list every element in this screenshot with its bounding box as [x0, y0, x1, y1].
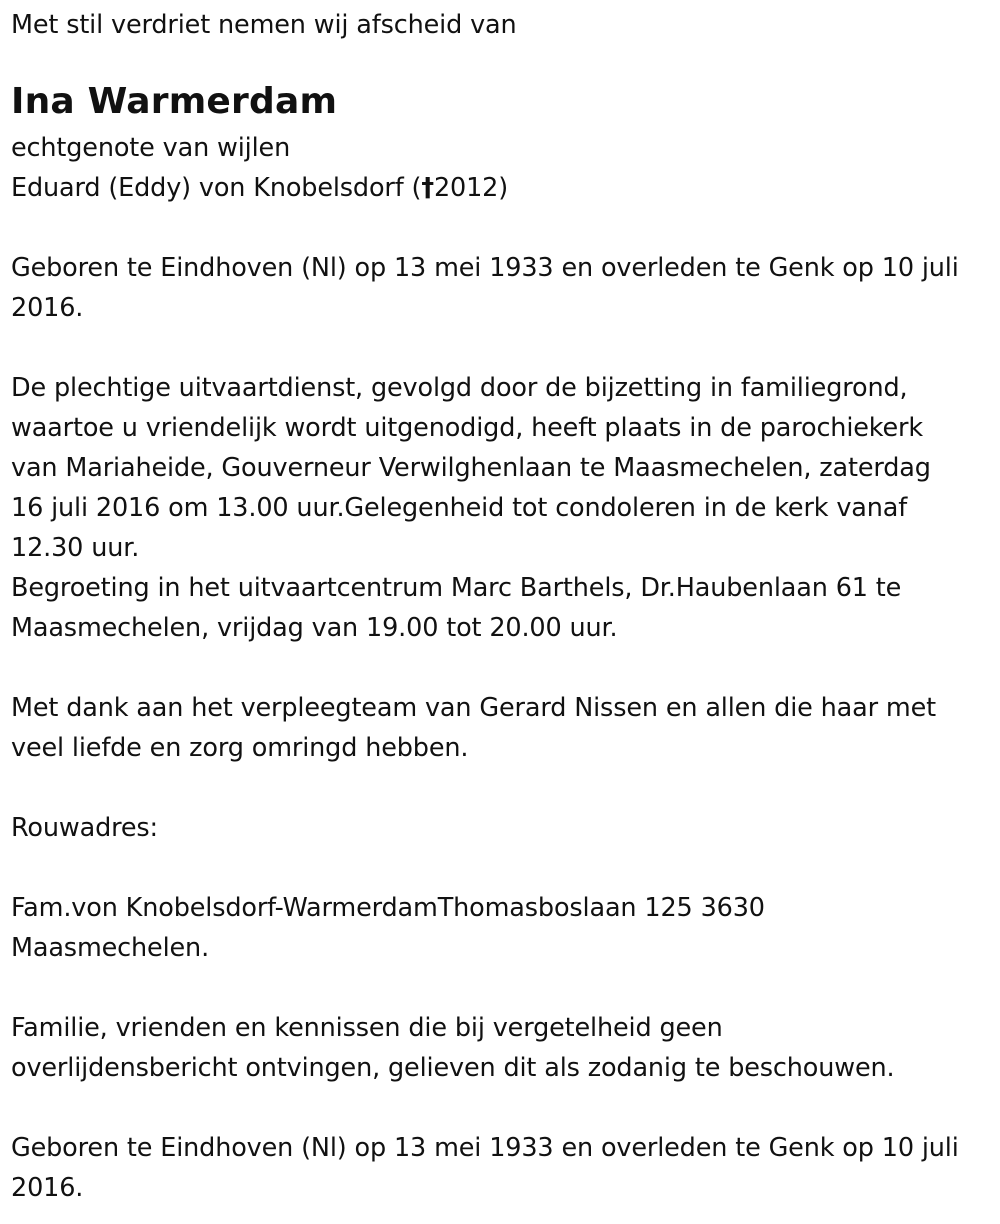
text-line: 2016. — [11, 1173, 84, 1203]
text-line: overlijdensbericht ontvingen, gelieven dit als zodanig te beschouwen. — [11, 1053, 895, 1083]
text-line: Familie, vrienden en kennissen die bij vergetelheid geen — [11, 1013, 723, 1043]
spouse-line-1: echtgenote van wijlen — [11, 133, 291, 163]
text-line: waartoe u vriendelijk wordt uitgenodigd, heeft plaats in de parochiekerk — [11, 413, 923, 443]
spouse-line-2 — [11, 168, 986, 208]
spouse-block — [11, 128, 986, 208]
birth-death-paragraph — [11, 248, 986, 328]
text-line: Begroeting in het uitvaartcentrum Marc Barthels, Dr.Haubenlaan 61 te — [11, 573, 902, 603]
text-line: Maasmechelen. — [11, 933, 210, 963]
mourning-address-label — [11, 808, 986, 848]
text-line: Geboren te Eindhoven (Nl) op 13 mei 1933 en overleden te Genk op 10 juli — [11, 253, 959, 283]
text-line: Maasmechelen, vrijdag van 19.00 tot 20.00 uur. — [11, 613, 618, 643]
thanks-paragraph — [11, 688, 986, 768]
text-line: van Mariaheide, Gouverneur Verwilghenlaan te Maasmechelen, zaterdag — [11, 453, 931, 483]
text-line: 12.30 uur. — [11, 533, 140, 563]
text-line: 2016. — [11, 293, 84, 323]
text-line: De plechtige uitvaartdienst, gevolgd door de bijzetting in familiegrond, — [11, 373, 908, 403]
text-line: Geboren te Eindhoven (Nl) op 13 mei 1933 en overleden te Genk op 10 juli — [11, 1133, 959, 1163]
text-line: Fam.von Knobelsdorf-WarmerdamThomasboslaan 125 3630 — [11, 893, 765, 923]
text-line: Rouwadres: — [11, 813, 158, 843]
intro-line: Met stil verdriet nemen wij afscheid van — [11, 10, 517, 40]
text-line: Met dank aan het verpleegteam van Gerard Nissen en allen die haar met — [11, 693, 936, 723]
mourning-address — [11, 888, 986, 968]
obituary-notice — [11, 5, 986, 1208]
deceased-name: Ina Warmerdam — [11, 81, 338, 122]
spouse-death-year: 2012) — [433, 173, 509, 203]
notice-paragraph — [11, 1008, 986, 1088]
spouse-name: Eduard (Eddy) von Knobelsdorf ( — [11, 173, 422, 203]
funeral-service-paragraph — [11, 368, 986, 648]
text-line: 16 juli 2016 om 13.00 uur.Gelegenheid tot condoleren in de kerk vanaf — [11, 493, 908, 523]
cross-icon: † — [421, 173, 434, 203]
text-line: veel liefde en zorg omringd hebben. — [11, 733, 469, 763]
birth-death-paragraph-repeat — [11, 1128, 986, 1208]
